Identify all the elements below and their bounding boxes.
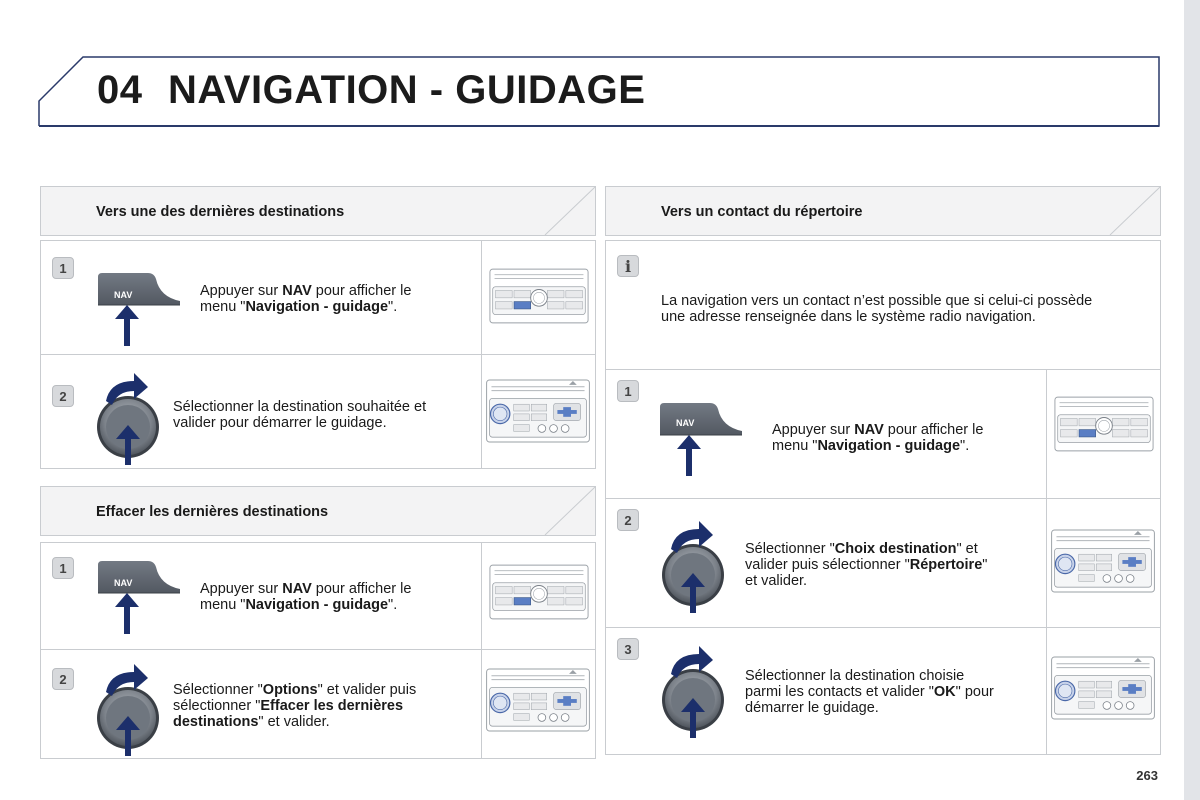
section-header-recent-destinations [40,186,596,236]
info-icon: i [617,255,639,277]
rotary-knob-icon [96,658,166,758]
radio-thumbnail-knob [1049,529,1157,593]
info-box [605,240,1161,370]
step-text: Sélectionner "Choix destination" et valider puis sélectionner "Répertoire" et valider. [745,541,988,589]
nav-label: NAV [114,290,133,300]
radio-thumbnail-knob [485,379,591,443]
section-title: Vers un contact du répertoire [661,204,863,220]
step-text: Sélectionner "Options" et valider puis sélectionner "Effacer les dernières destinations" et valider. [173,682,417,730]
rotary-knob-icon [96,367,166,467]
section-title: Vers une des dernières destinations [96,204,345,220]
radio-thumbnail-knob [1049,656,1157,720]
step-box-l1-2 [40,354,596,469]
step-box-r-3 [605,627,1161,755]
step-box-r-2 [605,498,1161,628]
step-badge: 1 [52,557,74,579]
step-box-l2-1 [40,542,596,650]
step-text: Appuyer sur NAV pour afficher le menu "Navigation - guidage". [200,283,412,315]
radio-thumbnail-nav [489,267,589,325]
info-text: La navigation vers un contact n’est possible que si celui-ci possède une adresse renseignée dans le système radio navigation. [661,293,1093,325]
header-diagonal [1080,187,1160,235]
rotary-knob-icon [661,640,731,740]
nav-label: NAV [676,418,695,428]
step-text: Appuyer sur NAV pour afficher le menu "Navigation - guidage". [772,422,984,454]
radio-thumbnail-nav [1054,395,1154,453]
section-header-clear-destinations [40,486,596,536]
header-diagonal [515,487,595,535]
nav-label: NAV [114,578,133,588]
step-badge: 2 [617,509,639,531]
nav-button-icon [96,271,181,346]
step-badge: 2 [52,385,74,407]
step-badge: 1 [617,380,639,402]
nav-button-icon [658,401,743,476]
step-badge: 1 [52,257,74,279]
header-diagonal [515,187,595,235]
page-number: 263 [1136,768,1158,783]
step-text: Sélectionner la destination choisie parmi les contacts et valider "OK" pour démarrer le guidage. [745,668,994,716]
nav-button-icon [96,559,181,634]
step-text: Sélectionner la destination souhaitée et valider pour démarrer le guidage. [173,399,427,431]
step-box-r-1 [605,369,1161,499]
section-header-contact [605,186,1161,236]
step-box-l1-1 [40,240,596,355]
chapter-number: 04 [97,68,143,112]
chapter-title: NAVIGATION - GUIDAGE [168,68,646,112]
step-badge: 3 [617,638,639,660]
section-title: Effacer les dernières destinations [96,504,329,520]
step-text: Appuyer sur NAV pour afficher le menu "Navigation - guidage". [200,581,412,613]
radio-thumbnail-knob [485,668,591,732]
step-badge: 2 [52,668,74,690]
side-band [1184,0,1200,800]
radio-thumbnail-nav [489,563,589,621]
step-box-l2-2 [40,649,596,759]
rotary-knob-icon [661,515,731,615]
